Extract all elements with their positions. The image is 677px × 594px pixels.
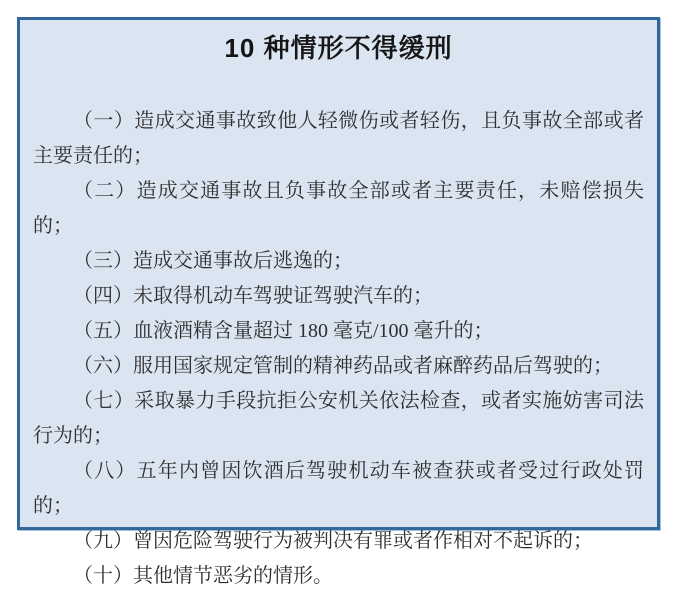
clause: （九）曾因危险驾驶行为被判决有罪或者作相对不起诉的； <box>73 530 593 552</box>
clause: （六）服用国家规定管制的精神药品或者麻醉药品后驾驶的； <box>73 355 613 377</box>
clause: （三）造成交通事故后逃逸的； <box>73 250 353 272</box>
page-title: 10 种情形不得缓刑 <box>224 33 453 63</box>
clause: （五）血液酒精含量超过 180 毫克/100 毫升的； <box>73 320 494 342</box>
clause: （四）未取得机动车驾驶证驾驶汽车的； <box>73 285 433 307</box>
clause: （七）采取暴力手段抗拒公安机关依法检查，或者实施妨害司法行为的； <box>33 390 644 447</box>
clause: （八）五年内曾因饮酒后驾驶机动车被查获或者受过行政处罚的； <box>33 460 644 517</box>
notice-card <box>17 17 660 587</box>
clause: （十）其他情节恶劣的情形。 <box>73 565 333 587</box>
clause-list <box>20 104 657 594</box>
clause: （二）造成交通事故且负事故全部或者主要责任，未赔偿损失的； <box>33 180 644 237</box>
clause: （一）造成交通事故致他人轻微伤或者轻伤，且负事故全部或者主要责任的； <box>33 110 644 167</box>
